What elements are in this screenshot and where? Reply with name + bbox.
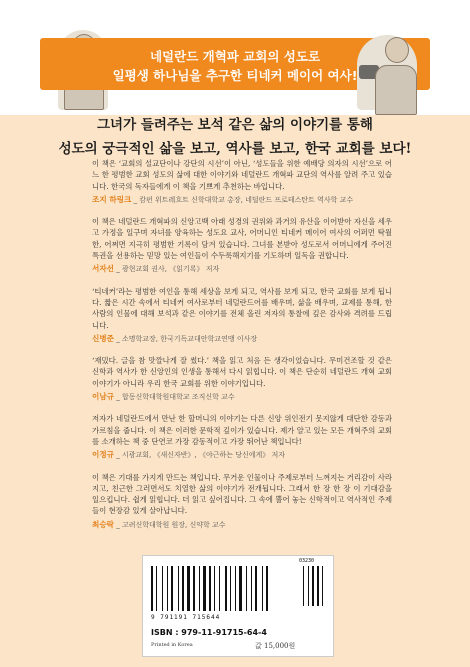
author-role: _ 광현교회 권사, 《읽기록》 저자 [116,265,220,274]
barcode-bar [199,566,200,611]
author-name: 이남규 [92,392,115,402]
endorsement-text: 저자가 네덜란드에서 만난 한 할머니의 이야기는 다른 신앙 위인전기 못지않게 대단한 감동과 가르침을 줍니다. 이 책은 이러한 문학적 깊이가 있습니다. 제가 알고 있는 모든 개혁주의 교회를 소개하는 책 중 단연코 가장 감동적이고 가장 뛰어난 책입니다! [92,414,392,446]
barcode-bar [262,566,263,611]
barcode-bar [228,566,229,611]
endorsement-text: ‘재밌다. 글을 참 맛깔나게 잘 썼다.’ 책을 읽고 처음 든 생각이었습니다. 무미건조할 것 같은 신학과 역사가 한 신앙인의 인생을 통해서 다시 읽힙니다. 이 책은 단순히 네덜란드 개혁 교회 이야기가 아니라 우리 한국 교회를 위한 이야기입니다. [92,356,392,388]
endorsement [92,216,392,275]
endorsements [92,158,392,541]
author-role: _ 고려신학대학원 원장, 신약학 교수 [116,520,226,529]
endorsement-author [92,263,392,275]
barcode-bar [243,566,245,611]
isbn: ISBN : 979-11-91715-64-4 [151,628,267,637]
author-name: 최승락 [92,519,115,529]
barcode-bar [221,566,224,611]
barcode-bar [196,566,198,611]
barcode-bar [258,566,261,611]
barcode-bar [308,566,309,606]
barcode-bar [174,566,177,611]
barcode-bar [203,566,206,611]
barcode-bar [315,566,316,606]
barcode-bar [209,566,211,611]
barcode-bar [230,566,231,611]
barcode-bar [214,566,215,611]
add-on-barcode [303,566,327,606]
endorsement [92,286,392,345]
barcode-bar [303,566,304,606]
author-name: 조지 하링크 [92,194,132,204]
endorsement-author [92,449,392,461]
author-name: 서자선 [92,264,115,274]
endorsement-text: 이 책은 ‘교회의 설교단이나 강단의 시선’이 아닌, ‘성도들을 위한 예배당 의자의 시선’으로 어느 한 평범한 교회 성도의 삶에 대한 이야기와 네덜란드 개혁파 교단의 역사를 알려 주고 있습니다. 한국의 독자들에게 이 책을 기쁘게 추천하는 바입니다. [92,159,392,191]
barcode-bar [182,566,184,611]
endorsement [92,355,392,403]
headline-line-1: 그녀가 들려주는 보석 같은 삶의 이야기를 통해 [97,117,373,133]
barcode-bar [248,566,250,611]
barcode-bar [312,566,314,606]
barcode-bar [246,566,247,611]
barcode-bar [191,566,192,611]
barcode-area [142,555,334,657]
barcode-bar [322,566,323,606]
author-role: _ 캄펀 위트레흐트 신학대학교 총장, 네덜란드 프로테스탄트 역사학 교수 [133,195,354,204]
barcode-bar [207,566,208,611]
barcode-bar [235,566,236,611]
barcode-bar [201,566,202,611]
barcode-bar [193,566,195,611]
barcode-bar [320,566,321,606]
barcode-bar [310,566,311,606]
endorsement-author [92,333,392,345]
barcode-bar [269,566,270,611]
barcode-bar [169,566,170,611]
barcode-bar [156,566,157,611]
endorsement-author [92,391,392,403]
headline-line-2: 성도의 궁극적인 삶을 보고, 역사를 보고, 한국 교회를 보다! [58,141,412,157]
barcode-bar [255,566,257,611]
printed-in: Printed in Korea [151,642,193,648]
endorsement-author [92,519,392,531]
endorsement [92,472,392,531]
barcode-add-on-number: 03230 [299,558,315,564]
barcode-bar [225,566,227,611]
barcode-bar [239,566,242,611]
barcode-bar [266,566,268,611]
author-name: 신병준 [92,333,115,343]
barcode [151,566,321,611]
barcode-bar [167,566,168,611]
barcode-bar [264,566,265,611]
endorsement-text: 이 책은 네덜란드 개혁파의 신앙고백 아래 성경의 권위와 과거의 유산을 이어받아 자신을 세우고 가정을 일구며 자녀를 양육하는 성도요 교사, 어머니인 티네커 메이어 여사의 어퍼먼 탁월한, 어쩌면 지극히 평범한 기록이 담겨 있습니다. 그녀를 본받아 성도로서 어머니에게 주어진 특권을 선용하는 믿망 있는 여인들이 수두룩해지기를 기도하며 일독을 권합니다. [92,217,392,261]
author-role: _ 시광교회, 《새신자반》, 《야근하는 당신에게》 저자 [116,451,286,460]
author-role: _ 소명학교장, 한국기독교대안학교연맹 이사장 [116,334,258,343]
barcode-digits: 9 791191 715644 [151,614,221,621]
barcode-bar [251,566,252,611]
barcode-bar [162,566,163,611]
banner-line-1: 네덜란드 개혁파 교회의 성도로 [149,49,321,64]
barcode-bar [253,566,254,611]
barcode-bar [219,566,220,611]
price: 값 15,000원 [255,642,296,650]
barcode-bar [212,566,213,611]
barcode-bar [151,566,153,611]
author-role: _ 합동신학대학원대학교 조직신학 교수 [116,393,235,402]
barcode-bar [232,566,234,611]
barcode-bar [154,566,155,611]
barcode-bar [317,566,319,606]
endorsement [92,158,392,206]
barcode-bar [216,566,218,611]
barcode-bar [237,566,238,611]
barcode-bar [158,566,161,611]
woman-head [385,37,409,63]
barcode-bar [187,566,190,611]
barcode-bar [171,566,173,611]
woman-illustration-right [357,35,417,110]
barcode-bar [180,566,181,611]
barcode-bar [305,566,307,606]
banner-line-2: 일평생 하나님을 추구한 티네커 메이어 여사! [112,68,358,83]
endorsement [92,413,392,461]
barcode-bar [185,566,186,611]
endorsement-author [92,194,392,206]
woman-body [375,65,417,115]
endorsement-text: ‘티네커’라는 평범한 여인을 통해 세상을 보게 되고, 역사를 보게 되고, 한국 교회를 보게 됩니다. 짧은 시간 속에서 티네커 여사로부터 네덜란드어를 배우며, 삶을 배우며, 교제를 통해, 한 사람의 인물에 대해 보석과 같은 이야기를 전체 올린 저자의 통찰에 깊은 감사와 격려를 드립니다. [92,286,392,330]
author-name: 이정규 [92,450,115,460]
endorsement-text: 이 책은 기대를 가지게 만드는 책입니다. 무거운 인물이나 주제로부터 느껴지는 거리감이 사라지고, 친근한 그러면서도 치열한 삶의 이야기가 전개됩니다. 그래서 한 장 한 장 이 기대감을 일으킵니다. 쉽게 읽힙니다. 더 읽고 싶어집니다. 그 속에 뿔어 놓는 신학적이고 역사적인 주제들이 현장감 있게 살아납니다. [92,472,392,516]
barcode-bar [164,566,166,611]
barcode-bar [178,566,179,611]
top-band [0,0,470,115]
